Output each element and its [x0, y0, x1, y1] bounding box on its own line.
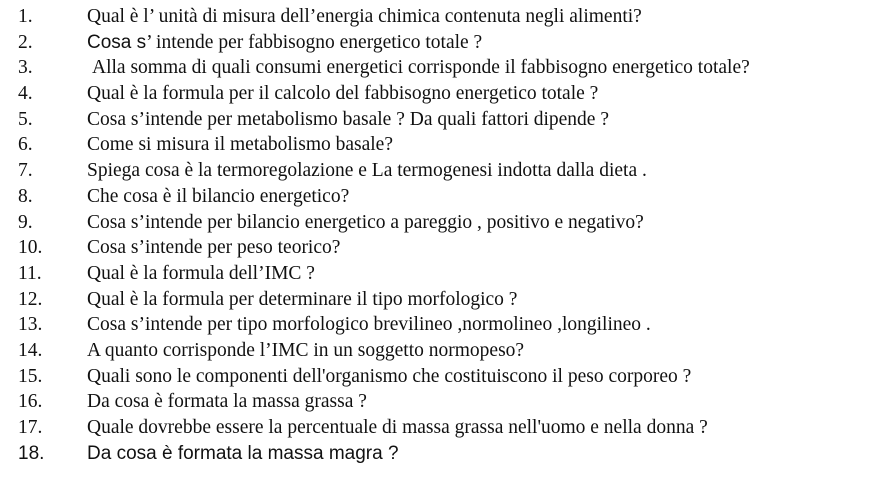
question-number: 17. — [18, 417, 43, 438]
question-text-lead: Cosa s — [87, 31, 147, 53]
question-text: Alla somma di quali consumi energetici corrisponde il fabbisogno energetico totale? — [92, 57, 750, 79]
question-text: ’ intende per fabbisogno energetico totale ? — [146, 31, 483, 53]
question-text: Quali sono le componenti dell'organismo che costituiscono il peso corporeo ? — [87, 365, 692, 387]
question-text-wrapper — [87, 30, 482, 56]
question-number: 14. — [18, 339, 43, 361]
question-number: 1. — [18, 6, 33, 27]
question-text: Da cosa è formata la massa grassa ? — [87, 391, 367, 413]
question-number: 10. — [18, 237, 43, 259]
question-item — [0, 312, 892, 338]
question-item — [0, 30, 892, 56]
question-text: Cosa s’intende per bilancio energetico a pareggio , positivo e negativo? — [87, 211, 644, 233]
question-number: 12. — [18, 288, 43, 310]
question-text: Cosa s’intende per tipo morfologico brevilineo ,normolineo ,longilineo . — [87, 314, 651, 336]
question-item — [0, 210, 892, 236]
question-item — [0, 158, 892, 184]
question-item — [0, 107, 892, 133]
question-number: 18. — [18, 442, 45, 464]
question-number: 13. — [18, 314, 43, 336]
question-text: Qual è la formula dell’IMC ? — [87, 262, 315, 284]
question-item — [0, 81, 892, 107]
question-text: Come si misura il metabolismo basale? — [87, 134, 393, 156]
question-number: 11. — [18, 262, 42, 284]
question-item — [0, 364, 892, 390]
question-text: Qual è la formula per determinare il tipo morfologico ? — [87, 288, 518, 310]
question-item — [0, 415, 892, 441]
question-item — [0, 338, 892, 364]
question-item — [0, 132, 892, 158]
question-text: Qual è l’ unità di misura dell’energia chimica contenuta negli alimenti? — [87, 6, 642, 27]
question-item — [0, 4, 892, 30]
question-number: 16. — [18, 391, 43, 413]
question-text: Qual è la formula per il calcolo del fabbisogno energetico totale ? — [87, 83, 599, 105]
question-text: Quale dovrebbe essere la percentuale di massa grassa nell'uomo e nella donna ? — [87, 417, 708, 438]
question-number: 15. — [18, 365, 43, 387]
question-item — [0, 389, 892, 415]
question-number: 7. — [18, 160, 33, 182]
question-text: A quanto corrisponde l’IMC in un soggetto normopeso? — [87, 339, 525, 361]
question-number: 3. — [18, 57, 33, 79]
question-item — [0, 184, 892, 210]
question-item — [0, 287, 892, 313]
question-list — [0, 4, 892, 466]
question-number: 9. — [18, 211, 33, 233]
question-number: 8. — [18, 185, 33, 207]
question-item — [0, 55, 892, 81]
question-item — [0, 261, 892, 287]
question-text: Cosa s’intende per peso teorico? — [87, 237, 341, 259]
question-number: 6. — [18, 134, 33, 156]
question-number: 5. — [18, 108, 33, 130]
question-text: Spiega cosa è la termoregolazione e La termogenesi indotta dalla dieta . — [87, 160, 647, 182]
question-item — [0, 441, 892, 467]
question-text: Che cosa è il bilancio energetico? — [87, 185, 350, 207]
question-number: 2. — [18, 31, 33, 53]
question-text: Cosa s’intende per metabolismo basale ? Da quali fattori dipende ? — [87, 108, 609, 130]
question-number: 4. — [18, 83, 33, 105]
question-item — [0, 235, 892, 261]
question-text: Da cosa è formata la massa magra ? — [87, 442, 399, 464]
